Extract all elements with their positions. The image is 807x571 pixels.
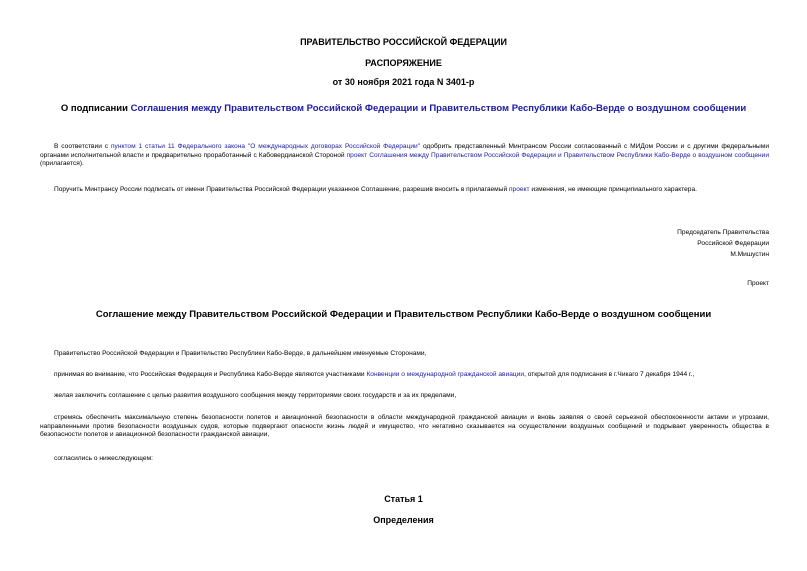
article-name: Определения [373, 515, 434, 525]
signature-name: М.Мишустин [730, 251, 769, 258]
agreement-paragraph-1: Правительство Российской Федерации и Правительство Республики Кабо-Верде, в дальнейшем именуемые Сторонами, [54, 350, 427, 357]
signature-position: Председатель Правительства [677, 229, 769, 236]
para1-text-3: (прилагается). [40, 160, 84, 168]
signature-country: Российской Федерации [697, 240, 769, 247]
resolution-paragraph-2 [40, 186, 769, 195]
project-label: Проект [747, 280, 769, 287]
agreement-paragraph-5: согласились о нижеследующем: [54, 455, 153, 462]
para1-text-1: В соответствии с [54, 143, 111, 150]
federal-law-link[interactable]: пунктом 1 статьи 11 Федерального закона "О международных договорах Российской Федерации" [110, 143, 421, 150]
agreement-p2-text-1: принимая во внимание, что Российская Федерация и Республика Кабо-Верде являются участниками [54, 371, 367, 378]
document-title [0, 103, 807, 114]
agreement-p2-text-2: , открытой для подписания в г.Чикаго 7 декабря 1944 г., [524, 371, 695, 378]
agreement-link[interactable]: Соглашения между Правительством Российской Федерации и Правительством Республики Кабо-Верде о воздушном сообщении [130, 103, 747, 114]
agreement-paragraph-4: стремясь обеспечить максимальную степень безопасности полетов и авиационной безопасности в области международной гражданской авиации и вновь заявляя о своей серьезной обеспокоенности актами и угрозами, направленными против безопасности воздушных судов, которые подвергают опасности жизнь людей и имущество, что негативно сказывается на осуществлении воздушных сообщений и подрывает уверенность общества в безопасности полетов и авиационной безопасности гражданской авиации, [40, 414, 769, 439]
government-heading: ПРАВИТЕЛЬСТВО РОССИЙСКОЙ ФЕДЕРАЦИИ [300, 37, 507, 47]
project-link[interactable]: проект [508, 186, 530, 193]
agreement-title: Соглашение между Правительством Российской Федерации и Правительством Республики Кабо-Верде о воздушном сообщении [95, 309, 712, 320]
document-type-heading: РАСПОРЯЖЕНИЕ [365, 58, 442, 68]
document-date-number: от 30 ноября 2021 года N 3401-р [332, 77, 475, 87]
para2-text-1: Поручить Минтрансу России подписать от имени Правительства Российской Федерации указанное Соглашение, разрешив вносить в прилагаемый [54, 186, 509, 193]
agreement-paragraph-2 [40, 371, 769, 380]
document-title-prefix: О подписании [60, 103, 131, 114]
draft-agreement-link[interactable]: проект Соглашения между Правительством Российской Федерации и Правительством Республики Кабо-Верде о воздушном сообщении [346, 151, 769, 159]
para2-text-2: изменения, не имеющие принципиального характера. [529, 186, 697, 193]
para1-text-2: одобрить представленный Минтрансом России согласованный с МИДом России и с другими федеральными органами исполнительной власти и предварительно проработанный с Кабовердианской Стороной [40, 143, 769, 159]
chicago-convention-link[interactable]: Конвенции о международной гражданской авиации [366, 371, 525, 378]
agreement-paragraph-3: желая заключить соглашение с целью развития воздушного сообщения между территориями своих государств и за их пределами, [54, 392, 457, 399]
article-number: Статья 1 [384, 494, 423, 504]
signature-block [677, 227, 769, 260]
resolution-paragraph-1 [40, 143, 769, 169]
